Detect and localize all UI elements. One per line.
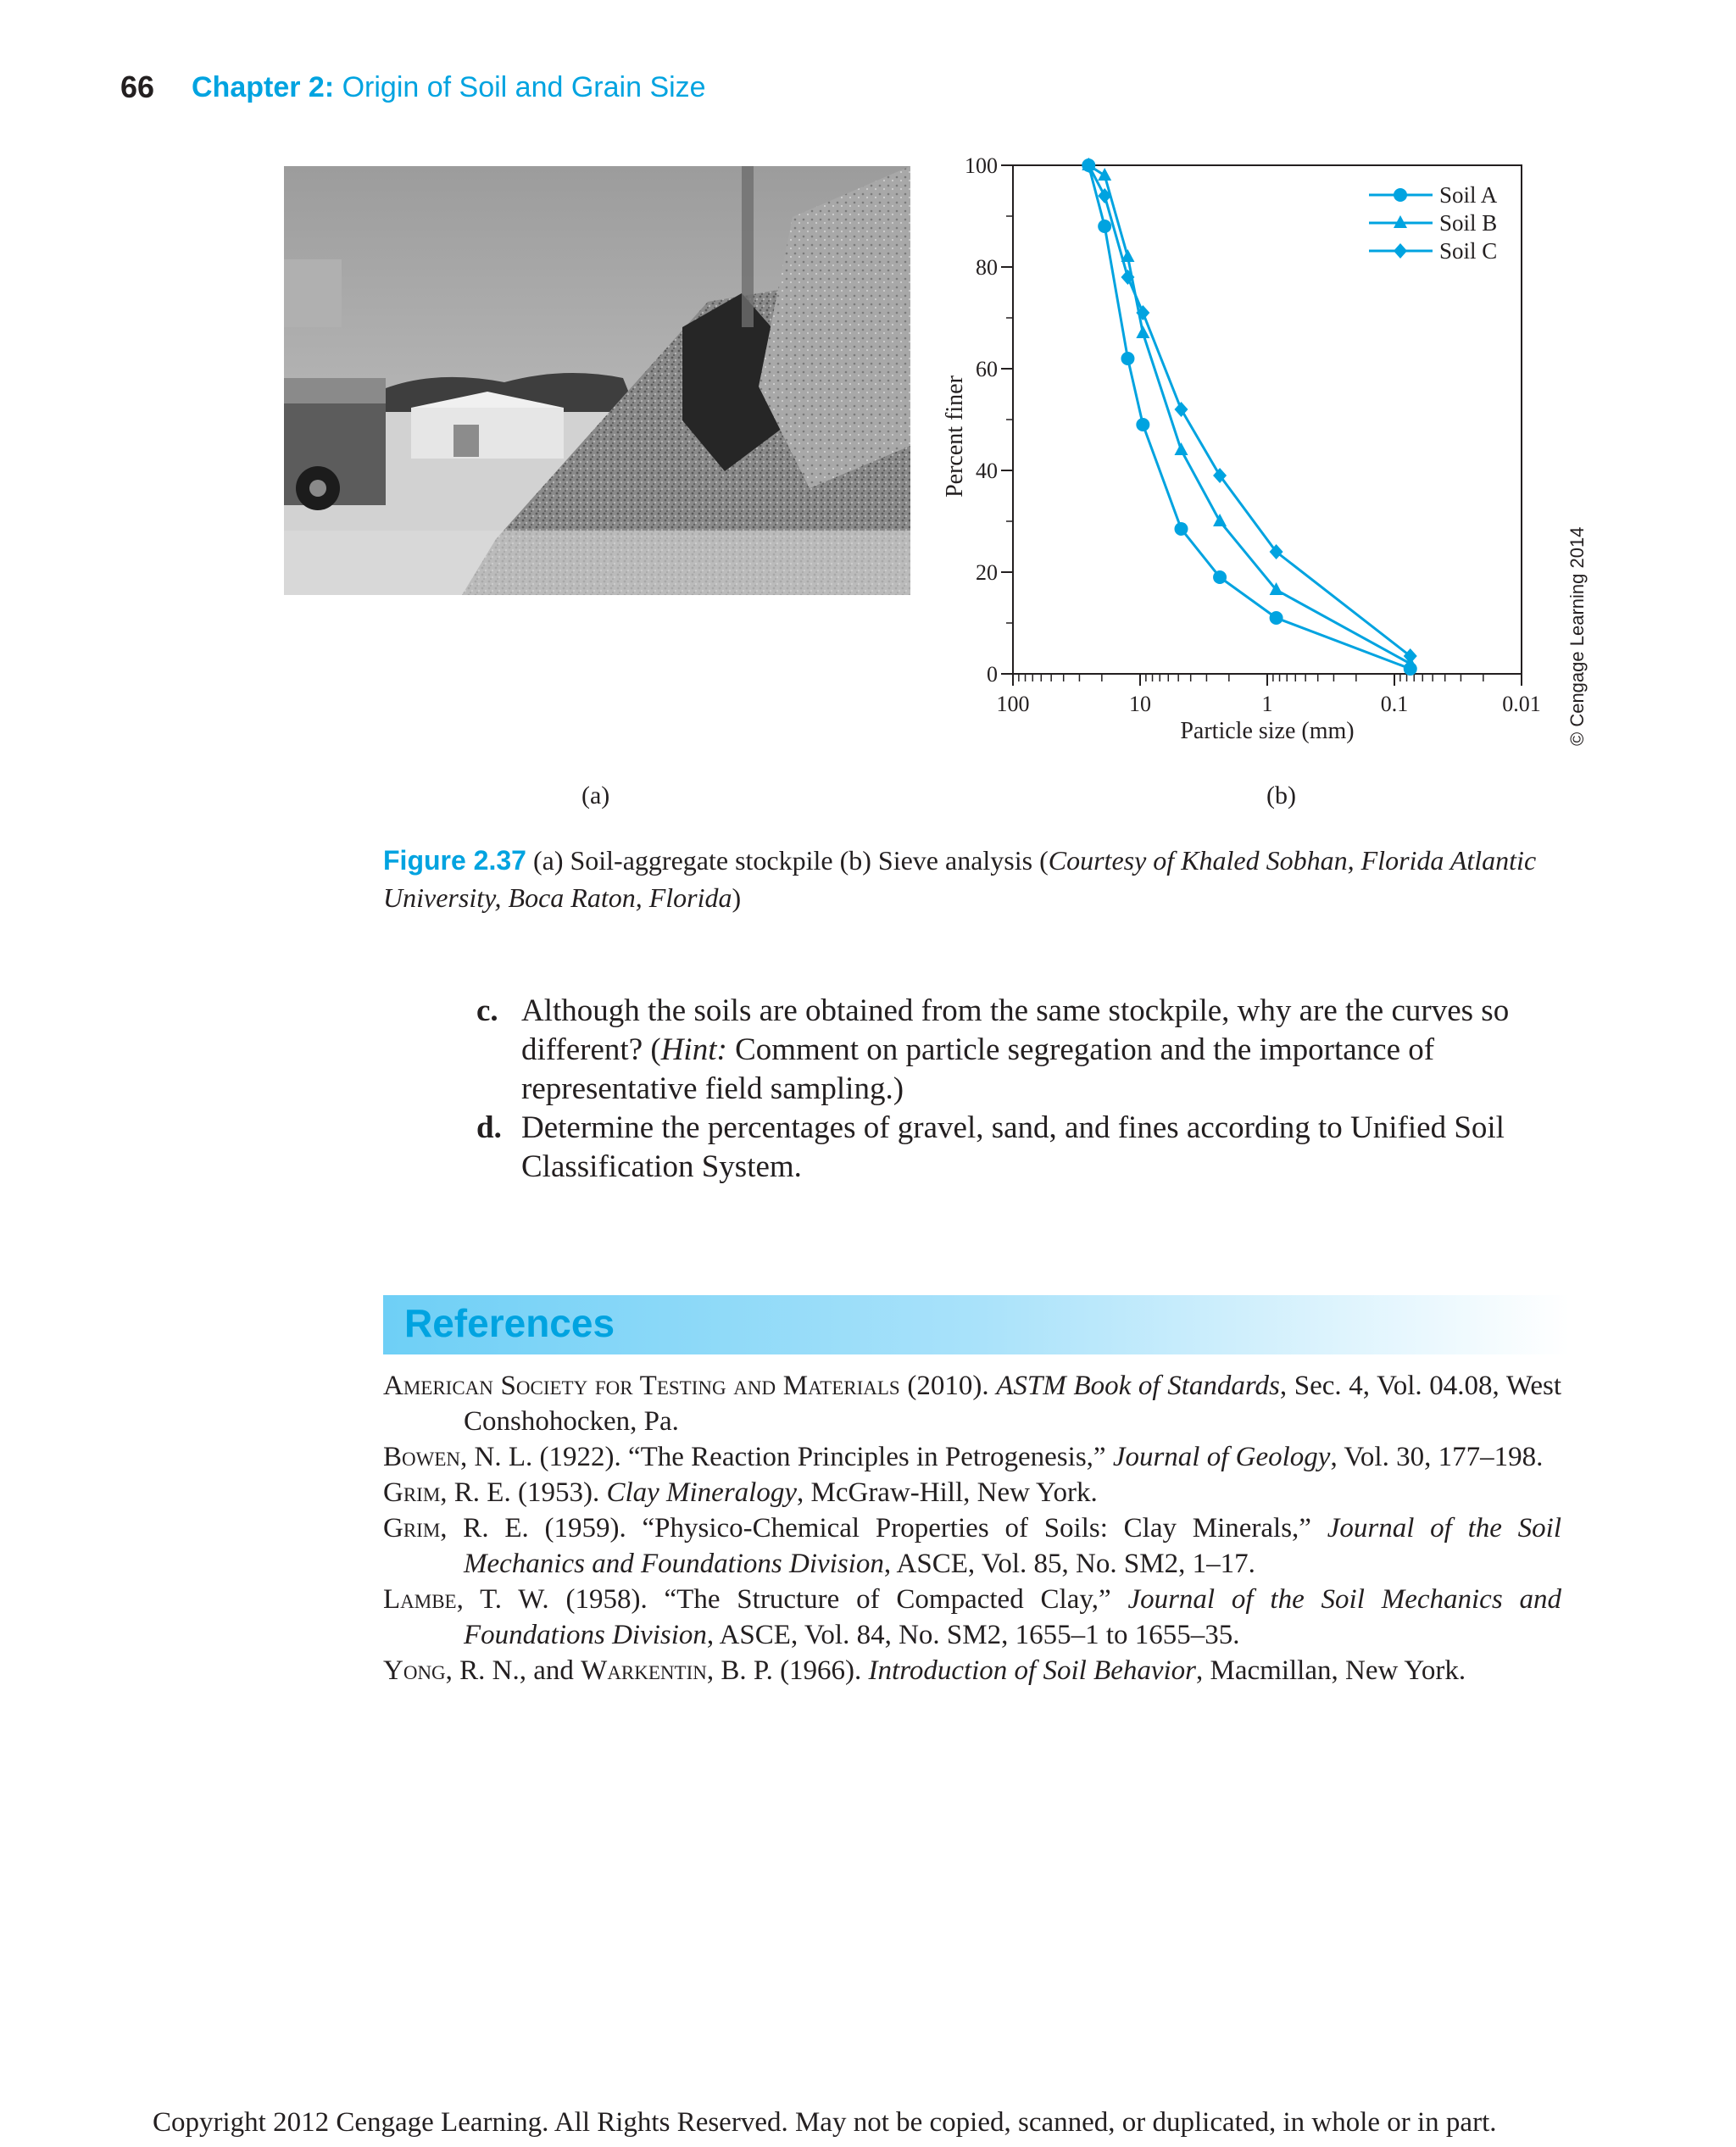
legend-marker bbox=[1394, 188, 1407, 202]
legend-label: Soil A bbox=[1439, 182, 1498, 208]
data-point bbox=[1174, 442, 1188, 455]
stockpile-photo bbox=[284, 166, 910, 595]
data-point bbox=[1082, 158, 1095, 173]
y-tick-label: 0 bbox=[987, 662, 998, 687]
question-c bbox=[476, 992, 1570, 1109]
legend-marker bbox=[1394, 243, 1407, 259]
y-tick-label: 80 bbox=[976, 255, 998, 280]
question-text: Although the soils are obtained from the same stockpile, why are the curves so different? ( bbox=[521, 993, 1510, 1067]
series-line bbox=[1088, 165, 1410, 664]
data-point bbox=[1136, 418, 1149, 431]
data-point bbox=[1213, 514, 1227, 526]
series-soil-a bbox=[1082, 159, 1416, 676]
reference-item: Grim, R. E. (1953). Clay Mineralogy, McGraw-Hill, New York. bbox=[383, 1477, 1098, 1508]
series-soil-c bbox=[1082, 158, 1416, 664]
reference-item: Grim, R. E. (1959). “Physico-Chemical Properties of Soils: Clay Minerals,” Journal of the Soil Mechanics and Foundations Division, ASCE, Vol. 85, No. SM2, 1–17. bbox=[383, 1513, 1561, 1579]
x-axis-label: Particle size (mm) bbox=[1180, 718, 1355, 744]
x-tick-label: 100 bbox=[996, 692, 1030, 716]
figure-number: Figure 2.37 bbox=[383, 845, 526, 876]
y-tick-label: 100 bbox=[965, 153, 998, 178]
x-tick-label: 1 bbox=[1261, 692, 1273, 716]
data-point bbox=[1174, 402, 1188, 417]
caption-text: (a) Soil-aggregate stockpile (b) Sieve analysis ( bbox=[532, 845, 1049, 876]
x-tick-label: 0.01 bbox=[1502, 692, 1541, 716]
page-number: 66 bbox=[120, 70, 155, 104]
chart-series bbox=[1082, 158, 1416, 676]
chart-legend bbox=[1369, 182, 1498, 264]
legend-label: Soil B bbox=[1439, 210, 1498, 236]
chapter-label: Chapter 2: bbox=[192, 71, 335, 103]
caption-end: ) bbox=[732, 882, 742, 913]
copyright-notice: Copyright 2012 Cengage Learning. All Rights Reserved. May not be copied, scanned, or duplicated, in whole or in part. bbox=[153, 2107, 1497, 2138]
subfigure-label-b: (b) bbox=[1266, 781, 1296, 809]
reference-item: Bowen, N. L. (1922). “The Reaction Principles in Petrogenesis,” Journal of Geology, Vol. 30, 177–198. bbox=[383, 1442, 1544, 1472]
caption-credit: Courtesy of Khaled Sobhan, Florida Atlantic University, Boca Raton, Florida bbox=[383, 845, 1537, 913]
references-heading: References bbox=[404, 1301, 615, 1345]
question-text-end: Comment on particle segregation and the importance of representative field sampling.) bbox=[521, 1032, 1435, 1106]
series-line bbox=[1088, 165, 1410, 669]
data-point bbox=[1270, 611, 1283, 625]
reference-item: American Society for Testing and Materials (2010). ASTM Book of Standards, Sec. 4, Vol. 04.08, West Conshohocken, Pa. bbox=[383, 1371, 1561, 1437]
chapter-title: Origin of Soil and Grain Size bbox=[342, 71, 706, 103]
series-soil-b bbox=[1082, 158, 1416, 669]
data-point bbox=[1121, 352, 1134, 365]
legend-label: Soil C bbox=[1439, 238, 1498, 264]
data-point bbox=[1098, 168, 1111, 181]
question-text: Determine the percentages of gravel, sand, and fines according to Unified Soil Classification System. bbox=[521, 1110, 1505, 1184]
data-point bbox=[1098, 220, 1111, 233]
series-line bbox=[1088, 165, 1410, 656]
references-list bbox=[383, 1368, 1561, 1688]
subfigure-label-a: (a) bbox=[581, 781, 610, 809]
sieve-analysis-chart bbox=[932, 148, 1594, 759]
y-tick-label: 40 bbox=[976, 459, 998, 483]
y-axis-label: Percent finer bbox=[942, 375, 968, 498]
image-credit: © Cengage Learning 2014 bbox=[1566, 526, 1588, 746]
question-label: c. bbox=[476, 993, 498, 1028]
y-tick-label: 60 bbox=[976, 357, 998, 381]
data-point bbox=[1213, 570, 1227, 584]
figure-caption bbox=[383, 842, 1561, 916]
running-head bbox=[192, 71, 706, 104]
reference-item: Yong, R. N., and Warkentin, B. P. (1966). Introduction of Soil Behavior, Macmillan, New York. bbox=[383, 1655, 1466, 1686]
hint-label: Hint: bbox=[660, 1032, 727, 1067]
reference-item: Lambe, T. W. (1958). “The Structure of Compacted Clay,” Journal of the Soil Mechanics and Foundations Division, ASCE, Vol. 84, No. SM2, 1655–1 to 1655–35. bbox=[383, 1584, 1561, 1650]
y-tick-label: 20 bbox=[976, 560, 998, 585]
x-tick-label: 10 bbox=[1129, 692, 1151, 716]
question-d bbox=[476, 1109, 1570, 1187]
x-tick-label: 0.1 bbox=[1380, 692, 1409, 716]
data-point bbox=[1174, 522, 1188, 536]
question-label: d. bbox=[476, 1110, 502, 1145]
